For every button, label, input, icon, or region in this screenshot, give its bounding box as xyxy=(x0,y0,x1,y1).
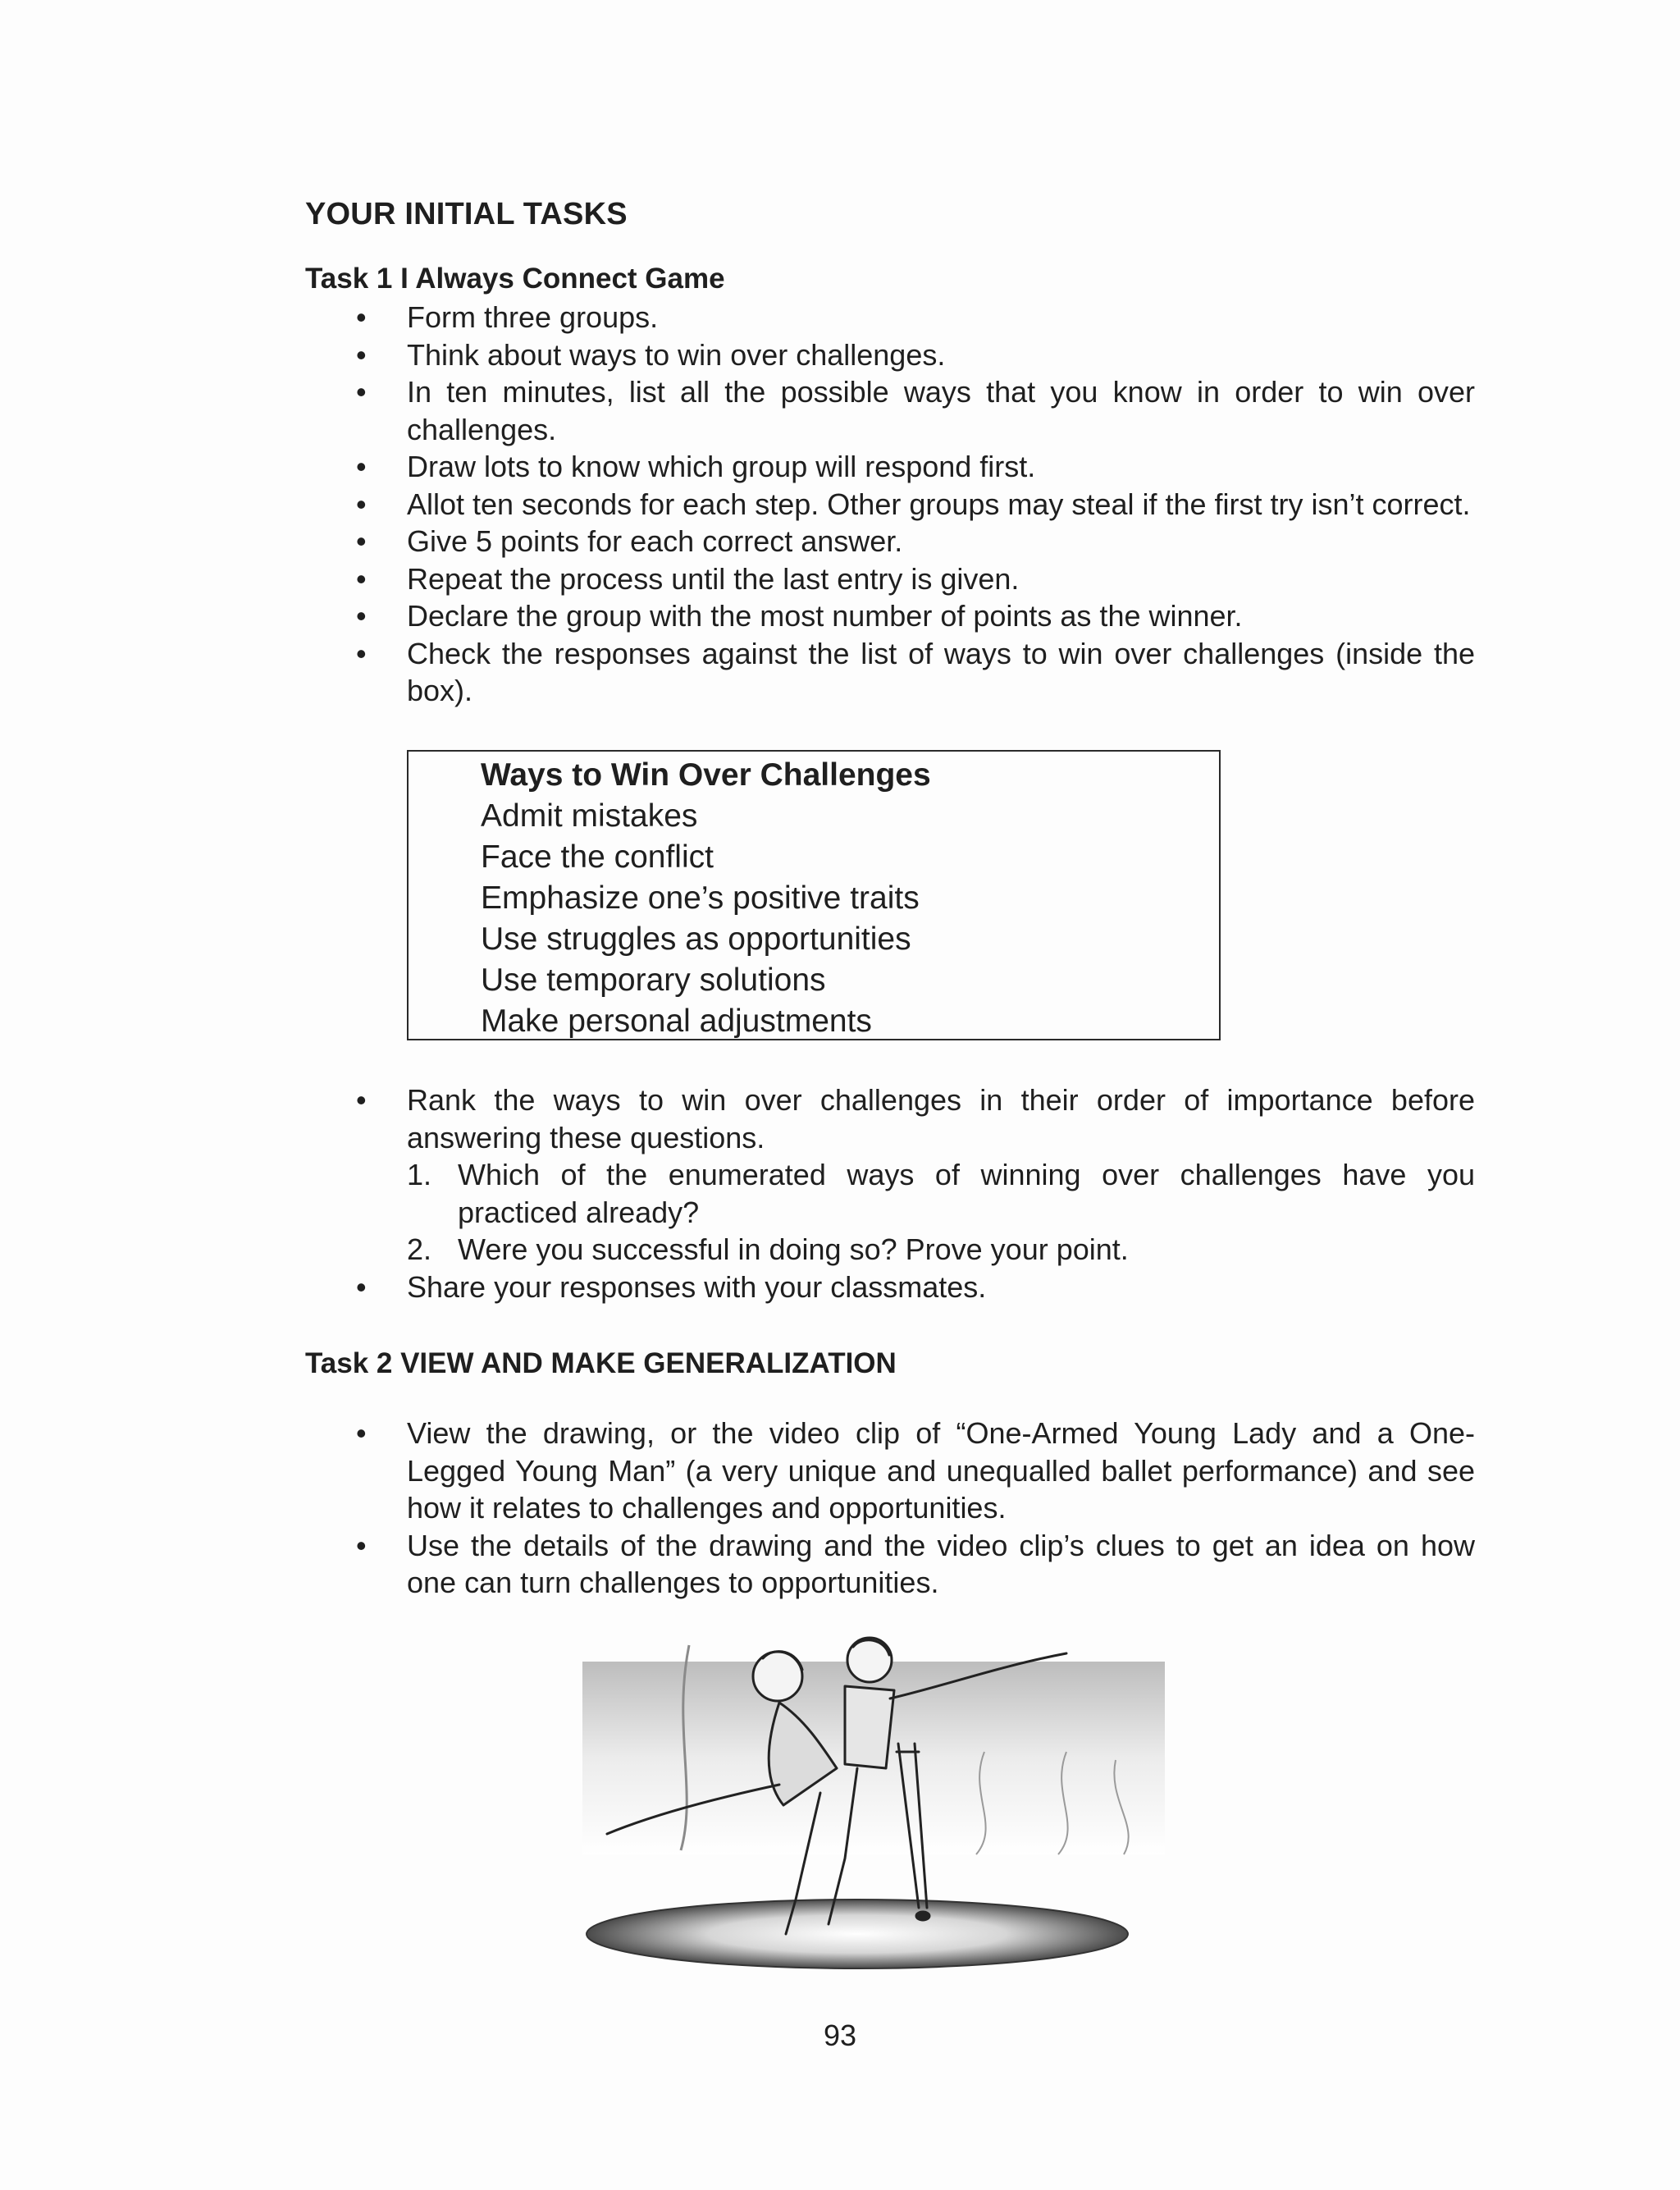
question-item: 1. Which of the enumerated ways of winning over challenges have you practiced already? xyxy=(407,1158,1475,1229)
ways-box xyxy=(407,750,1221,1040)
ways-box-item: Admit mistakes xyxy=(481,798,698,834)
ways-box-item: Make personal adjustments xyxy=(481,1004,872,1039)
list-item: • Think about ways to win over challenges. xyxy=(305,336,1475,374)
ways-box-title: Ways to Win Over Challenges xyxy=(481,757,931,793)
list-item: • Form three groups. xyxy=(305,299,1475,336)
list-item: • Draw lots to know which group will respond first. xyxy=(305,448,1475,486)
bullet-icon: • xyxy=(356,561,367,596)
list-item: • View the drawing, or the video clip of “One-Armed Young Lady and a One-Legged Young Man” (a very unique and unequalled ballet performance) and see how it relates to challenges and opportunities. xyxy=(356,1416,1475,1525)
list-item: • Give 5 points for each correct answer. xyxy=(305,523,1475,560)
task1-followup-list xyxy=(305,1081,1475,1305)
crutch-tip xyxy=(916,1912,929,1920)
list-item: • Repeat the process until the last entry is given. xyxy=(305,560,1475,598)
ways-box-item: Use temporary solutions xyxy=(481,962,826,998)
bullet-icon: • xyxy=(356,1083,367,1117)
list-item: • Declare the group with the most number of points as the winner. xyxy=(305,597,1475,635)
list-item: • Use the details of the drawing and the video clip’s clues to get an idea on how one can turn challenges to opportunities. xyxy=(356,1528,1475,1599)
bullet-icon: • xyxy=(356,375,367,409)
list-item: • Share your responses with your classmates. xyxy=(305,1269,1475,1306)
page-number: 93 xyxy=(823,2019,857,2052)
bullet-icon: • xyxy=(356,487,367,521)
page-heading: YOUR INITIAL TASKS xyxy=(305,197,628,231)
task1-list xyxy=(305,299,1475,710)
spotlight-floor xyxy=(587,1900,1128,1968)
bullet-icon: • xyxy=(356,599,367,633)
question-item: 2. Were you successful in doing so? Prove your point. xyxy=(407,1232,1129,1266)
task2-heading: Task 2 VIEW AND MAKE GENERALIZATION xyxy=(305,1347,897,1379)
ballet-dancers-illustration xyxy=(574,1629,1169,1977)
bullet-icon: • xyxy=(356,636,367,670)
ways-box-item: Emphasize one’s positive traits xyxy=(481,880,920,916)
ways-box-item: Use struggles as opportunities xyxy=(481,921,911,957)
list-item: • Check the responses against the list of ways to win over challenges (inside the box). xyxy=(356,636,1475,707)
bullet-icon: • xyxy=(356,1528,367,1562)
task1-heading: Task 1 I Always Connect Game xyxy=(305,263,725,295)
bullet-icon: • xyxy=(356,1269,367,1304)
bullet-icon: • xyxy=(356,1416,367,1450)
man-shirt xyxy=(845,1686,894,1768)
ways-box-item: Face the conflict xyxy=(481,839,714,875)
bullet-icon: • xyxy=(356,524,367,558)
task2-list xyxy=(305,1415,1475,1602)
bullet-icon: • xyxy=(356,337,367,372)
list-item: • Rank the ways to win over challenges in their order of importance before answering these questions. 1. Which of the enumerated ways of winning over challenges have you practiced already? 2. Were you successful in doing so? Prove your point. xyxy=(305,1081,1475,1269)
bullet-icon: • xyxy=(356,450,367,483)
list-item: • In ten minutes, list all the possible ways that you know in order to win over challenges. xyxy=(356,375,1475,446)
list-item: • Allot ten seconds for each step. Other groups may steal if the first try isn’t correct. xyxy=(305,486,1475,523)
bullet-icon: • xyxy=(356,300,367,334)
